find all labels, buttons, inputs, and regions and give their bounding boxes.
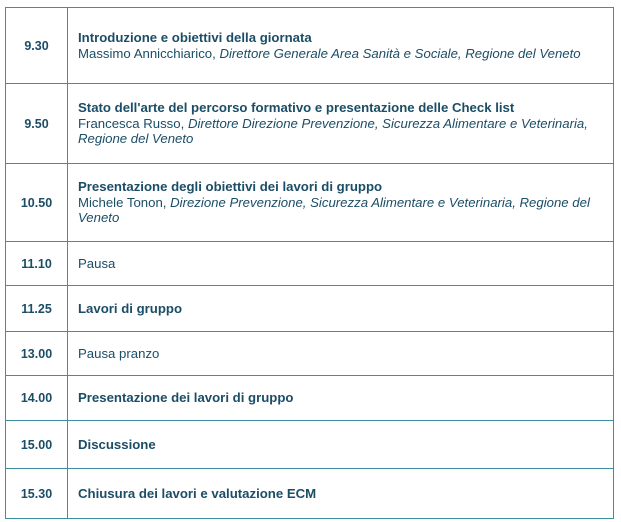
schedule-row bbox=[6, 332, 614, 376]
schedule-row bbox=[6, 469, 614, 519]
session-cell: Pausa bbox=[68, 242, 614, 286]
speaker-role: Direttore Generale Area Sanità e Sociale, Regione del Veneto bbox=[219, 45, 581, 61]
speaker-name: Francesca Russo bbox=[78, 115, 181, 131]
schedule-row bbox=[6, 376, 614, 421]
schedule-row bbox=[6, 286, 614, 332]
schedule-row bbox=[6, 421, 614, 469]
schedule-row bbox=[6, 242, 614, 286]
session-speaker-line bbox=[78, 46, 605, 62]
session-cell bbox=[68, 8, 614, 84]
session-speaker-line bbox=[78, 195, 605, 226]
speaker-name: Massimo Annicchiarico bbox=[78, 45, 213, 61]
time-cell: 10.50 bbox=[6, 164, 68, 242]
speaker-role: Direzione Prevenzione, Sicurezza Alimentare e Veterinaria, Regione del Veneto bbox=[78, 194, 590, 226]
time-cell: 15.00 bbox=[6, 421, 68, 469]
time-cell: 14.00 bbox=[6, 376, 68, 421]
speaker-role: Direttore Direzione Prevenzione, Sicurezza Alimentare e Veterinaria, Regione del Veneto bbox=[78, 115, 588, 147]
session-cell: Chiusura dei lavori e valutazione ECM bbox=[68, 469, 614, 519]
time-cell: 9.50 bbox=[6, 84, 68, 164]
schedule-row bbox=[6, 164, 614, 242]
session-title: Stato dell'arte del percorso formativo e presentazione delle Check list bbox=[78, 100, 515, 116]
time-cell: 11.25 bbox=[6, 286, 68, 332]
session-speaker-line bbox=[78, 116, 605, 147]
session-title: Presentazione degli obiettivi dei lavori di gruppo bbox=[78, 179, 383, 195]
program-schedule-table bbox=[5, 7, 614, 519]
time-cell: 11.10 bbox=[6, 242, 68, 286]
session-cell bbox=[68, 84, 614, 164]
time-cell: 13.00 bbox=[6, 332, 68, 376]
time-cell: 9.30 bbox=[6, 8, 68, 84]
schedule-row bbox=[6, 84, 614, 164]
time-cell: 15.30 bbox=[6, 469, 68, 519]
schedule-row bbox=[6, 8, 614, 84]
speaker-separator: , bbox=[212, 45, 220, 61]
session-title: Introduzione e obiettivi della giornata bbox=[78, 30, 312, 45]
session-cell: Lavori di gruppo bbox=[68, 286, 614, 332]
speaker-separator: , bbox=[162, 194, 171, 210]
speaker-name: Michele Tonon bbox=[78, 194, 163, 210]
session-cell bbox=[68, 164, 614, 242]
speaker-separator: , bbox=[180, 115, 188, 131]
session-cell: Pausa pranzo bbox=[68, 332, 614, 376]
session-cell: Presentazione dei lavori di gruppo bbox=[68, 376, 614, 421]
session-cell: Discussione bbox=[68, 421, 614, 469]
